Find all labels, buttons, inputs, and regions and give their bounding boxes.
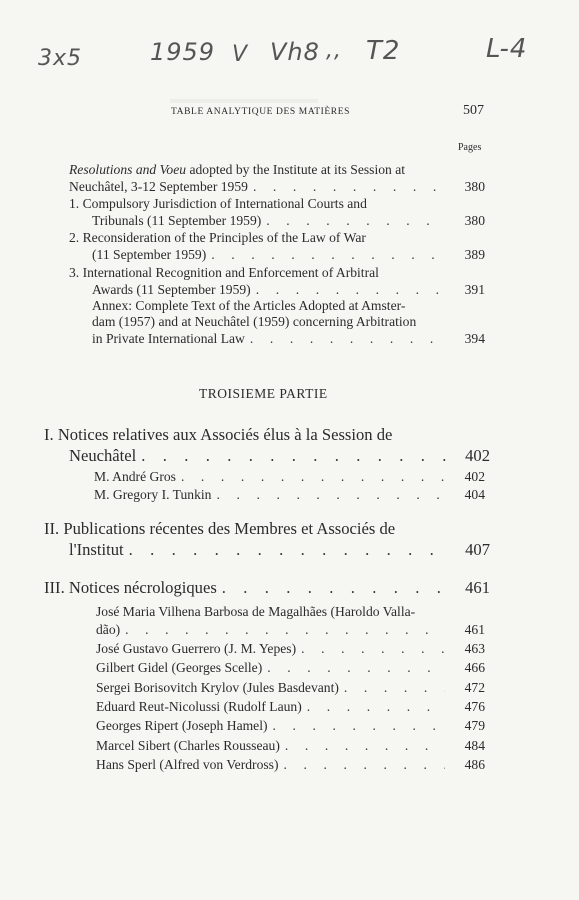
dot-leader <box>245 330 445 347</box>
handwritten-note-7: L-4 <box>486 34 528 64</box>
dot-leader <box>262 659 445 676</box>
notice-entry-page: 404 <box>464 487 485 502</box>
dot-leader <box>217 578 452 598</box>
resolution-item-1-line1: 1. Compulsory Jurisdiction of International Courts and <box>69 196 367 211</box>
dot-leader <box>211 486 445 503</box>
obituary-entry[interactable]: Georges Ripert (Joseph Hamel) . . . <box>96 717 445 734</box>
section-3-title[interactable]: III. Notices nécrologiques . . . <box>44 578 452 598</box>
obituary-entry[interactable]: José Gustavo Guerrero (J. M. Yepes) . . . <box>96 640 445 657</box>
notice-entry-page: 402 <box>464 469 485 484</box>
dot-leader <box>278 756 445 773</box>
resolution-item-3-line1: 3. International Recognition and Enforcement of Arbitral <box>69 265 379 280</box>
annex-line3[interactable]: in Private International Law . . . <box>92 330 445 347</box>
obituary-page: 463 <box>464 641 485 656</box>
dot-leader <box>136 446 452 466</box>
obituary-entry[interactable]: Sergei Borisovitch Krylov (Jules Basdevant) . . . <box>96 679 445 696</box>
obituary-entry-1-line1: José Maria Vilhena Barbosa de Magalhães (Haroldo Valla- <box>96 604 416 619</box>
pages-column-label: Pages <box>458 142 482 153</box>
obituary-page: 476 <box>464 699 485 714</box>
annex-line1: Annex: Complete Text of the Articles Adopted at Amster- <box>92 298 406 313</box>
resolution-item-2-page: 389 <box>464 247 485 262</box>
handwritten-note-4: Vh8 <box>270 38 320 66</box>
dot-leader <box>296 640 445 657</box>
section-1-title-line2[interactable]: Neuchâtel . . . <box>69 446 452 466</box>
dot-leader <box>339 679 445 696</box>
handwritten-note-1: 3x5 <box>38 46 83 71</box>
obituary-entry[interactable]: Gilbert Gidel (Georges Scelle) . . . <box>96 659 445 676</box>
section-2-title-line1: II. Publications récentes des Membres et Associés de <box>44 519 396 538</box>
resolutions-title-italic: Resolutions and Voeu <box>69 162 187 177</box>
section-3-page: 461 <box>465 578 490 597</box>
section-2-page: 407 <box>465 540 490 559</box>
obituary-entry-1-line2[interactable]: dão) . . . <box>96 621 445 638</box>
dot-leader <box>251 281 445 298</box>
resolution-item-3-page: 391 <box>464 282 485 297</box>
section-2-title-line2[interactable]: l'Institut . . . <box>69 540 452 560</box>
resolutions-page: 380 <box>464 179 485 194</box>
obituary-page: 484 <box>464 738 485 753</box>
dot-leader <box>261 212 445 229</box>
section-1-title-line1: I. Notices relatives aux Associés élus à la Session de <box>44 425 393 444</box>
obituary-entry-1-page: 461 <box>464 622 485 637</box>
resolution-item-3-line2[interactable]: Awards (11 September 1959) . . . <box>92 281 445 298</box>
running-title: TABLE ANALYTIQUE DES MATIÈRES <box>171 107 351 117</box>
handwritten-note-3: V <box>232 42 249 67</box>
faint-ink-mark <box>170 99 318 103</box>
resolution-item-2-line2[interactable]: (11 September 1959) . . . <box>92 246 445 263</box>
dot-leader <box>248 178 445 195</box>
resolutions-title-rest: adopted by the Institute at its Session at <box>186 162 406 177</box>
resolution-item-2-line1: 2. Reconsideration of the Principles of the Law of War <box>69 230 366 245</box>
dot-leader <box>280 737 445 754</box>
handwritten-note-2: 1959 <box>150 38 216 66</box>
dot-leader <box>120 621 445 638</box>
dot-leader <box>268 717 445 734</box>
annex-page: 394 <box>464 331 485 346</box>
obituary-page: 466 <box>464 660 485 675</box>
resolutions-title-line2[interactable]: Neuchâtel, 3-12 September 1959 . . . <box>69 178 445 195</box>
obituary-page: 479 <box>464 718 485 733</box>
obituary-entry[interactable]: Hans Sperl (Alfred von Verdross) . . . <box>96 756 445 773</box>
handwritten-note-5: ,, <box>326 38 342 63</box>
resolution-item-1-line2[interactable]: Tribunals (11 September 1959) . . . <box>92 212 445 229</box>
dot-leader <box>302 698 445 715</box>
resolutions-title <box>69 161 405 178</box>
section-1-page: 402 <box>465 446 490 465</box>
notice-entry[interactable]: M. André Gros . . . <box>94 468 445 485</box>
resolution-item-1-page: 380 <box>464 213 485 228</box>
dot-leader <box>176 468 445 485</box>
obituary-page: 486 <box>464 757 485 772</box>
part-title: TROISIEME PARTIE <box>199 386 328 401</box>
notice-entry[interactable]: M. Gregory I. Tunkin . . . <box>94 486 445 503</box>
annex-line2: dam (1957) and at Neuchâtel (1959) concerning Arbitration <box>92 314 417 329</box>
obituary-page: 472 <box>464 680 485 695</box>
dot-leader <box>124 540 452 560</box>
page-number: 507 <box>463 103 484 118</box>
dot-leader <box>206 246 445 263</box>
obituary-entry[interactable]: Eduard Reut-Nicolussi (Rudolf Laun) . . . <box>96 698 445 715</box>
handwritten-note-6: T2 <box>366 36 401 66</box>
obituary-entry[interactable]: Marcel Sibert (Charles Rousseau) . . . <box>96 737 445 754</box>
